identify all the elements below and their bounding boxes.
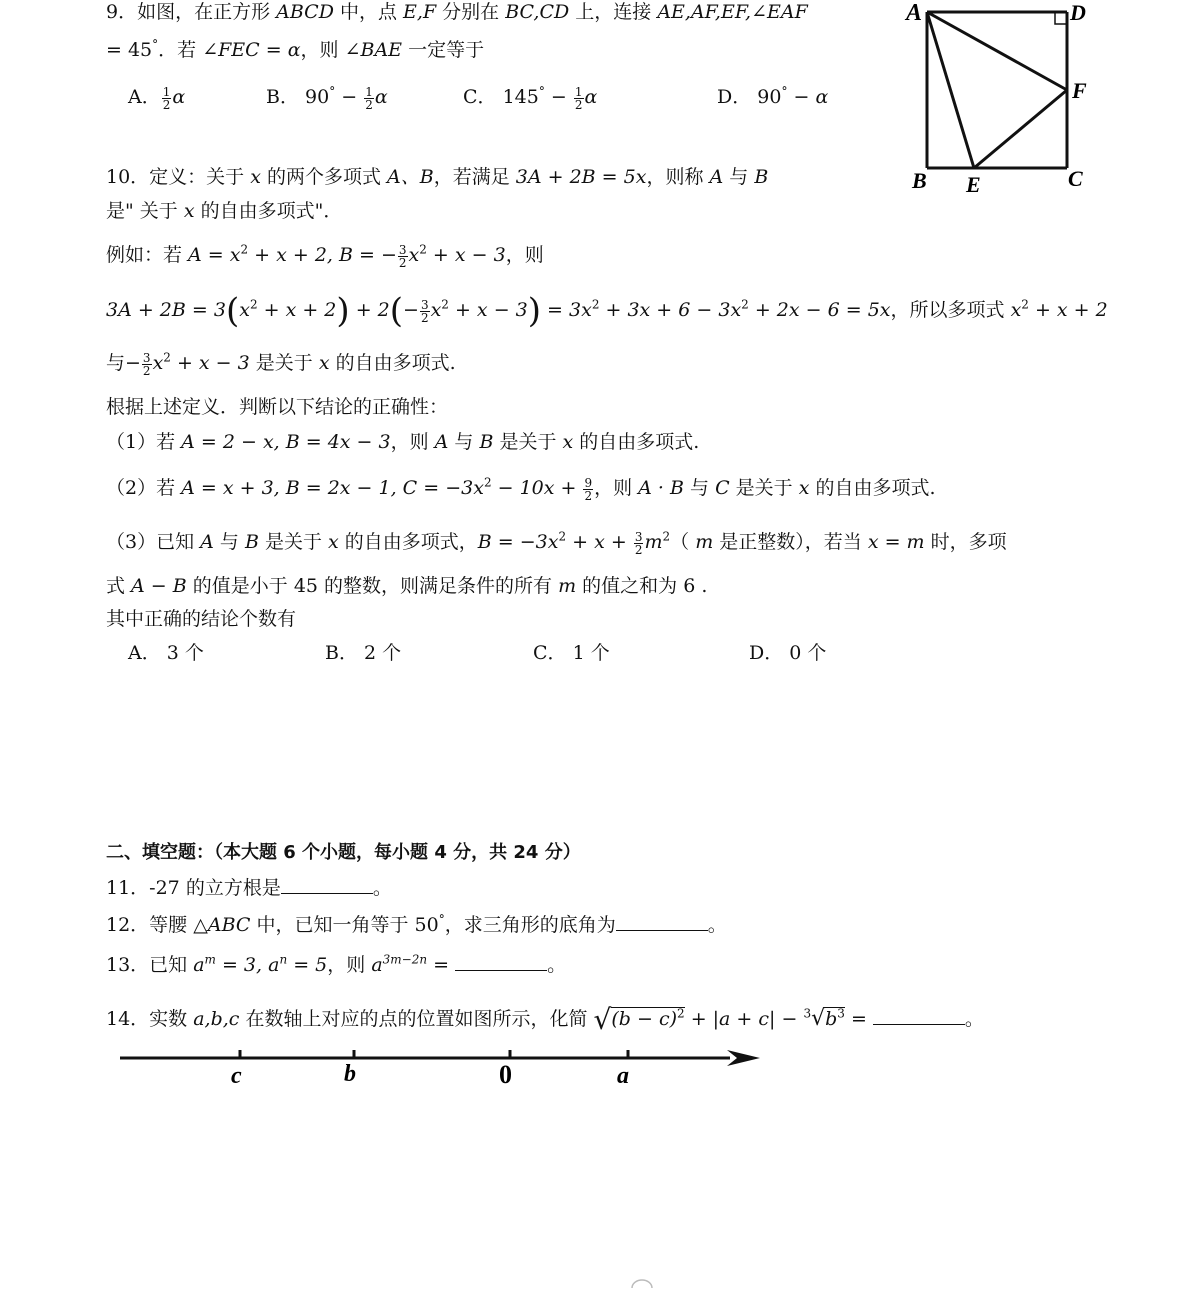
text: ，则 (327, 954, 372, 976)
text: 式 (106, 575, 132, 597)
var-a: A (200, 531, 214, 553)
exponent: m (204, 952, 216, 967)
q10-statement-3 (106, 530, 1007, 556)
q10-line5 (106, 351, 456, 377)
exponent: 2 (741, 297, 749, 312)
number: 90 (757, 86, 782, 108)
math: C (715, 477, 730, 499)
frac-den: 2 (574, 97, 583, 112)
q9-math: ABCD (276, 1, 334, 23)
math: A · B (638, 477, 684, 499)
math: + x + (566, 531, 633, 553)
label-a: a (617, 1063, 629, 1089)
page-mark-arc (632, 1280, 652, 1288)
number-line (115, 1045, 775, 1095)
q10-statement-3-cont (106, 574, 707, 598)
text: 10．定义：关于 (106, 166, 251, 188)
var-x: x (250, 166, 261, 188)
math: + x + 2, B = − (248, 244, 397, 266)
math: = (427, 954, 456, 976)
answer-blank[interactable] (616, 912, 708, 931)
math: A = x + 3, B = 2x − 1, C = −3x (181, 477, 484, 499)
var-b: B (244, 531, 259, 553)
q9-text: 分别在 (436, 1, 506, 23)
math: x = m (867, 531, 925, 553)
fraction (583, 477, 593, 502)
math: (b − c) (611, 1008, 678, 1030)
math: 3A + 2B = 5x (515, 166, 647, 188)
var-a: A (709, 166, 724, 188)
math: ABC (207, 914, 251, 936)
math: = 3, a (215, 954, 280, 976)
text: （ (670, 531, 696, 553)
degree-sign: ° (438, 912, 445, 927)
paren: ) (336, 291, 350, 331)
math: x (152, 352, 164, 374)
q10-statement-1 (106, 430, 699, 454)
text: 中，已知一角等于 (250, 914, 415, 936)
var-x: x (318, 352, 330, 374)
paren: ( (225, 291, 240, 331)
minus: − (335, 86, 364, 108)
text: ，所以多项式 (890, 299, 1011, 321)
label-f: F (1072, 78, 1087, 103)
text: 与 (723, 166, 755, 188)
text: ，则 (390, 431, 435, 453)
sqrt-radicand (611, 1007, 684, 1030)
math: = (844, 1008, 873, 1030)
math: x (1010, 299, 1022, 321)
exponent: 2 (677, 1006, 685, 1021)
alpha: α (374, 86, 388, 108)
frac-num: 1 (162, 84, 171, 99)
text: 时，多项 (924, 531, 1007, 553)
math: x (239, 299, 250, 321)
text: 的自由多项式. (573, 431, 700, 453)
frac-den: 2 (584, 488, 593, 503)
frac-den: 2 (420, 310, 429, 325)
math: a (193, 954, 205, 976)
paren: ) (527, 291, 542, 331)
alpha: α (172, 86, 186, 108)
q9-option-b (266, 85, 388, 111)
text: 与 (213, 531, 245, 553)
math: + |a + c| − (684, 1008, 804, 1030)
text: 根据上述定义．判断以下结论的正确性： (106, 396, 449, 418)
var-b: B (479, 431, 494, 453)
text: 与 (448, 431, 480, 453)
label-b: B (912, 168, 927, 193)
text: 11．-27 的立方根是 (106, 877, 281, 899)
q9-math: ∠BAE (344, 39, 403, 61)
q10-line3 (106, 243, 544, 269)
frac-num: 1 (574, 84, 583, 99)
option-label: B． (266, 86, 299, 108)
math: m (644, 531, 663, 553)
exponent: 3m−2n (382, 952, 428, 967)
var-a: A (434, 431, 449, 453)
math: b (825, 1008, 838, 1030)
text: 与− (106, 352, 141, 374)
frac-den: 2 (162, 97, 171, 112)
exponent: 2 (591, 297, 600, 312)
text: ，则称 (646, 166, 710, 188)
answer-blank[interactable] (455, 952, 547, 971)
math: A = 2 − x, B = 4x − 3 (181, 431, 391, 453)
text: 例如：若 (106, 244, 189, 266)
math: x (408, 244, 420, 266)
math: a (371, 954, 383, 976)
q9-line2 (106, 38, 484, 62)
q10-option-a: A． 3 个 (128, 642, 204, 664)
cbrt-radicand (825, 1007, 845, 1030)
degree-sign: ° (329, 84, 336, 99)
text: 在数轴上对应的点的位置如图所示，化简 (239, 1008, 594, 1030)
exponent: 2 (441, 297, 449, 312)
frac-den: 2 (634, 542, 643, 557)
answer-blank[interactable] (281, 875, 373, 894)
q9-math: E,F (403, 1, 437, 23)
frac-den: 2 (365, 97, 373, 112)
fraction (364, 86, 374, 111)
text: 是关于 (493, 431, 563, 453)
frac-num: 1 (365, 84, 373, 99)
q9-text: 中，点 (333, 1, 404, 23)
math: x (430, 299, 442, 321)
alpha: α (584, 86, 598, 108)
fraction (162, 86, 172, 111)
exponent: 2 (240, 242, 249, 257)
cbrt-sign: √ (811, 1006, 826, 1031)
q9-text: 上，连接 (569, 1, 658, 23)
math: = 3x (541, 299, 592, 321)
q10-option-c: C． 1 个 (533, 642, 610, 664)
q9-text: 9．如图，在正方形 (106, 1, 277, 23)
math: A − B (131, 575, 187, 597)
text: ，则 (594, 477, 639, 499)
arrow-head (727, 1050, 760, 1066)
text: （1）若 (106, 431, 182, 453)
text: 与 (683, 477, 716, 499)
option-label: A． (128, 86, 161, 108)
math: 3A + 2B = 3 (106, 299, 226, 321)
var-x: x (328, 531, 339, 553)
math: + x − 3 (170, 352, 250, 374)
q10-line1 (106, 165, 768, 189)
text: 。 (707, 914, 727, 936)
frac-num: 3 (398, 242, 407, 257)
text: 12．等腰 △ (106, 914, 208, 936)
math: − (403, 299, 419, 321)
root-index: 3 (803, 1006, 812, 1021)
label-c: c (231, 1063, 242, 1089)
text: 的两个多项式 (260, 166, 388, 188)
math: + x + 2 (257, 299, 337, 321)
math: B = −3x (477, 531, 559, 553)
label-c: C (1068, 166, 1083, 191)
fraction (142, 352, 152, 377)
text: ，求三角形的底角为 (444, 914, 616, 936)
q14 (106, 1003, 984, 1036)
q9-math: = 45 (106, 39, 153, 61)
text: 。 (547, 954, 567, 976)
square-figure (900, 0, 1100, 200)
math: + 2x − 6 = 5x (748, 299, 891, 321)
degree-sign: ° (538, 84, 545, 99)
var-x: x (798, 477, 810, 499)
fraction (634, 531, 644, 556)
label-zero: 0 (499, 1060, 512, 1089)
exponent: 2 (419, 242, 427, 257)
math: − 10x + (491, 477, 583, 499)
text: 的自由多项式"． (194, 200, 343, 222)
text: 是关于 (258, 531, 329, 553)
text: 其中正确的结论个数有 (106, 608, 297, 630)
math: a,b,c (193, 1008, 240, 1030)
q9-math: ∠FEC = α (202, 39, 301, 61)
figure-lines (927, 12, 1067, 168)
q9-option-c (463, 85, 597, 111)
text: （2）若 (106, 477, 182, 499)
math: − α (787, 86, 829, 108)
exponent: 2 (163, 350, 171, 365)
q10-question-end (106, 607, 296, 631)
q10-statement-2 (106, 476, 936, 502)
section-heading: 二、填空题：（本大题 6 个小题，每小题 4 分，共 24 分） (106, 842, 581, 863)
text: ，若满足 (433, 166, 516, 188)
degree-sign: ° (781, 84, 788, 99)
math: m (558, 575, 577, 597)
q9-text: ，则 (300, 39, 345, 61)
number: 90 (305, 86, 330, 108)
q9-math: AE,AF,EF,∠EAF (657, 1, 808, 23)
var-b: B (754, 166, 769, 188)
text: 的自由多项式. (329, 352, 456, 374)
q12 (106, 912, 727, 937)
math: + x − 3 (426, 244, 506, 266)
answer-blank[interactable] (873, 1006, 965, 1025)
q9-option-d (717, 85, 828, 109)
text: 是正整数），若当 (713, 531, 868, 553)
q10-line2 (106, 199, 342, 223)
frac-den: 2 (398, 255, 407, 270)
text: 。 (964, 1008, 984, 1030)
option-label: D． (717, 86, 752, 108)
text: 是" 关于 (106, 200, 184, 222)
q10-option-b: B． 2 个 (325, 642, 402, 664)
text: （3）已知 (106, 531, 201, 553)
sqrt-sign: √ (593, 1003, 612, 1036)
q11 (106, 875, 392, 900)
q10-line6 (106, 395, 448, 419)
math: + 2 (349, 299, 390, 321)
fraction (574, 86, 584, 111)
text: 是关于 (729, 477, 799, 499)
exponent: n (279, 952, 288, 967)
text: 14．实数 (106, 1008, 194, 1030)
fraction (420, 299, 430, 324)
frac-num: 3 (634, 529, 643, 544)
text: 。 (372, 877, 392, 899)
var-x: x (562, 431, 574, 453)
label-e: E (966, 172, 981, 197)
number: 145 (502, 86, 539, 108)
var-x: x (183, 200, 195, 222)
math: A = x (188, 244, 241, 266)
q10-option-d: D． 0 个 (749, 642, 827, 664)
q9-text: ．若 (158, 39, 203, 61)
frac-den: 2 (142, 363, 151, 378)
frac-num: 9 (584, 475, 593, 490)
text: 的自由多项式. (809, 477, 936, 499)
q13 (106, 952, 566, 977)
text: ，则 (505, 244, 544, 266)
q9-text: 一定等于 (402, 39, 485, 61)
exponent: 2 (249, 297, 258, 312)
math: A、B (387, 166, 434, 188)
math: + x − 3 (448, 299, 528, 321)
label-a: A (906, 0, 923, 26)
q9-math: BC,CD (505, 1, 570, 23)
number: 50 (414, 914, 439, 936)
q9-line1 (106, 0, 808, 24)
degree-sign: ° (152, 37, 159, 52)
page-mark (630, 1278, 654, 1290)
exponent: 3 (837, 1006, 845, 1021)
frac-num: 3 (420, 297, 429, 312)
math: = 5 (287, 954, 328, 976)
math: + x + 2 (1028, 299, 1108, 321)
label-b: b (344, 1061, 356, 1087)
paren: ( (389, 291, 404, 331)
frac-num: 3 (142, 350, 151, 365)
math: + 3x + 6 − 3x (599, 299, 742, 321)
exponent: 2 (483, 475, 492, 490)
right-angle-mark (1055, 12, 1067, 24)
fraction (398, 244, 408, 269)
segment-ef (974, 90, 1067, 168)
math: m (695, 531, 714, 553)
text: 的值是小于 45 的整数，则满足条件的所有 (186, 575, 559, 597)
exponent: 2 (558, 529, 567, 544)
q9-option-a (128, 85, 185, 111)
minus: − (544, 86, 573, 108)
q10-line4 (106, 291, 1108, 331)
text: 13．已知 (106, 954, 194, 976)
text: 是关于 (249, 352, 319, 374)
exponent: 2 (1021, 297, 1029, 312)
text: 的自由多项式， (338, 531, 478, 553)
exponent: 2 (662, 529, 671, 544)
option-label: C． (463, 86, 497, 108)
text: 的值之和为 6 . (576, 575, 708, 597)
label-d: D (1070, 0, 1086, 25)
